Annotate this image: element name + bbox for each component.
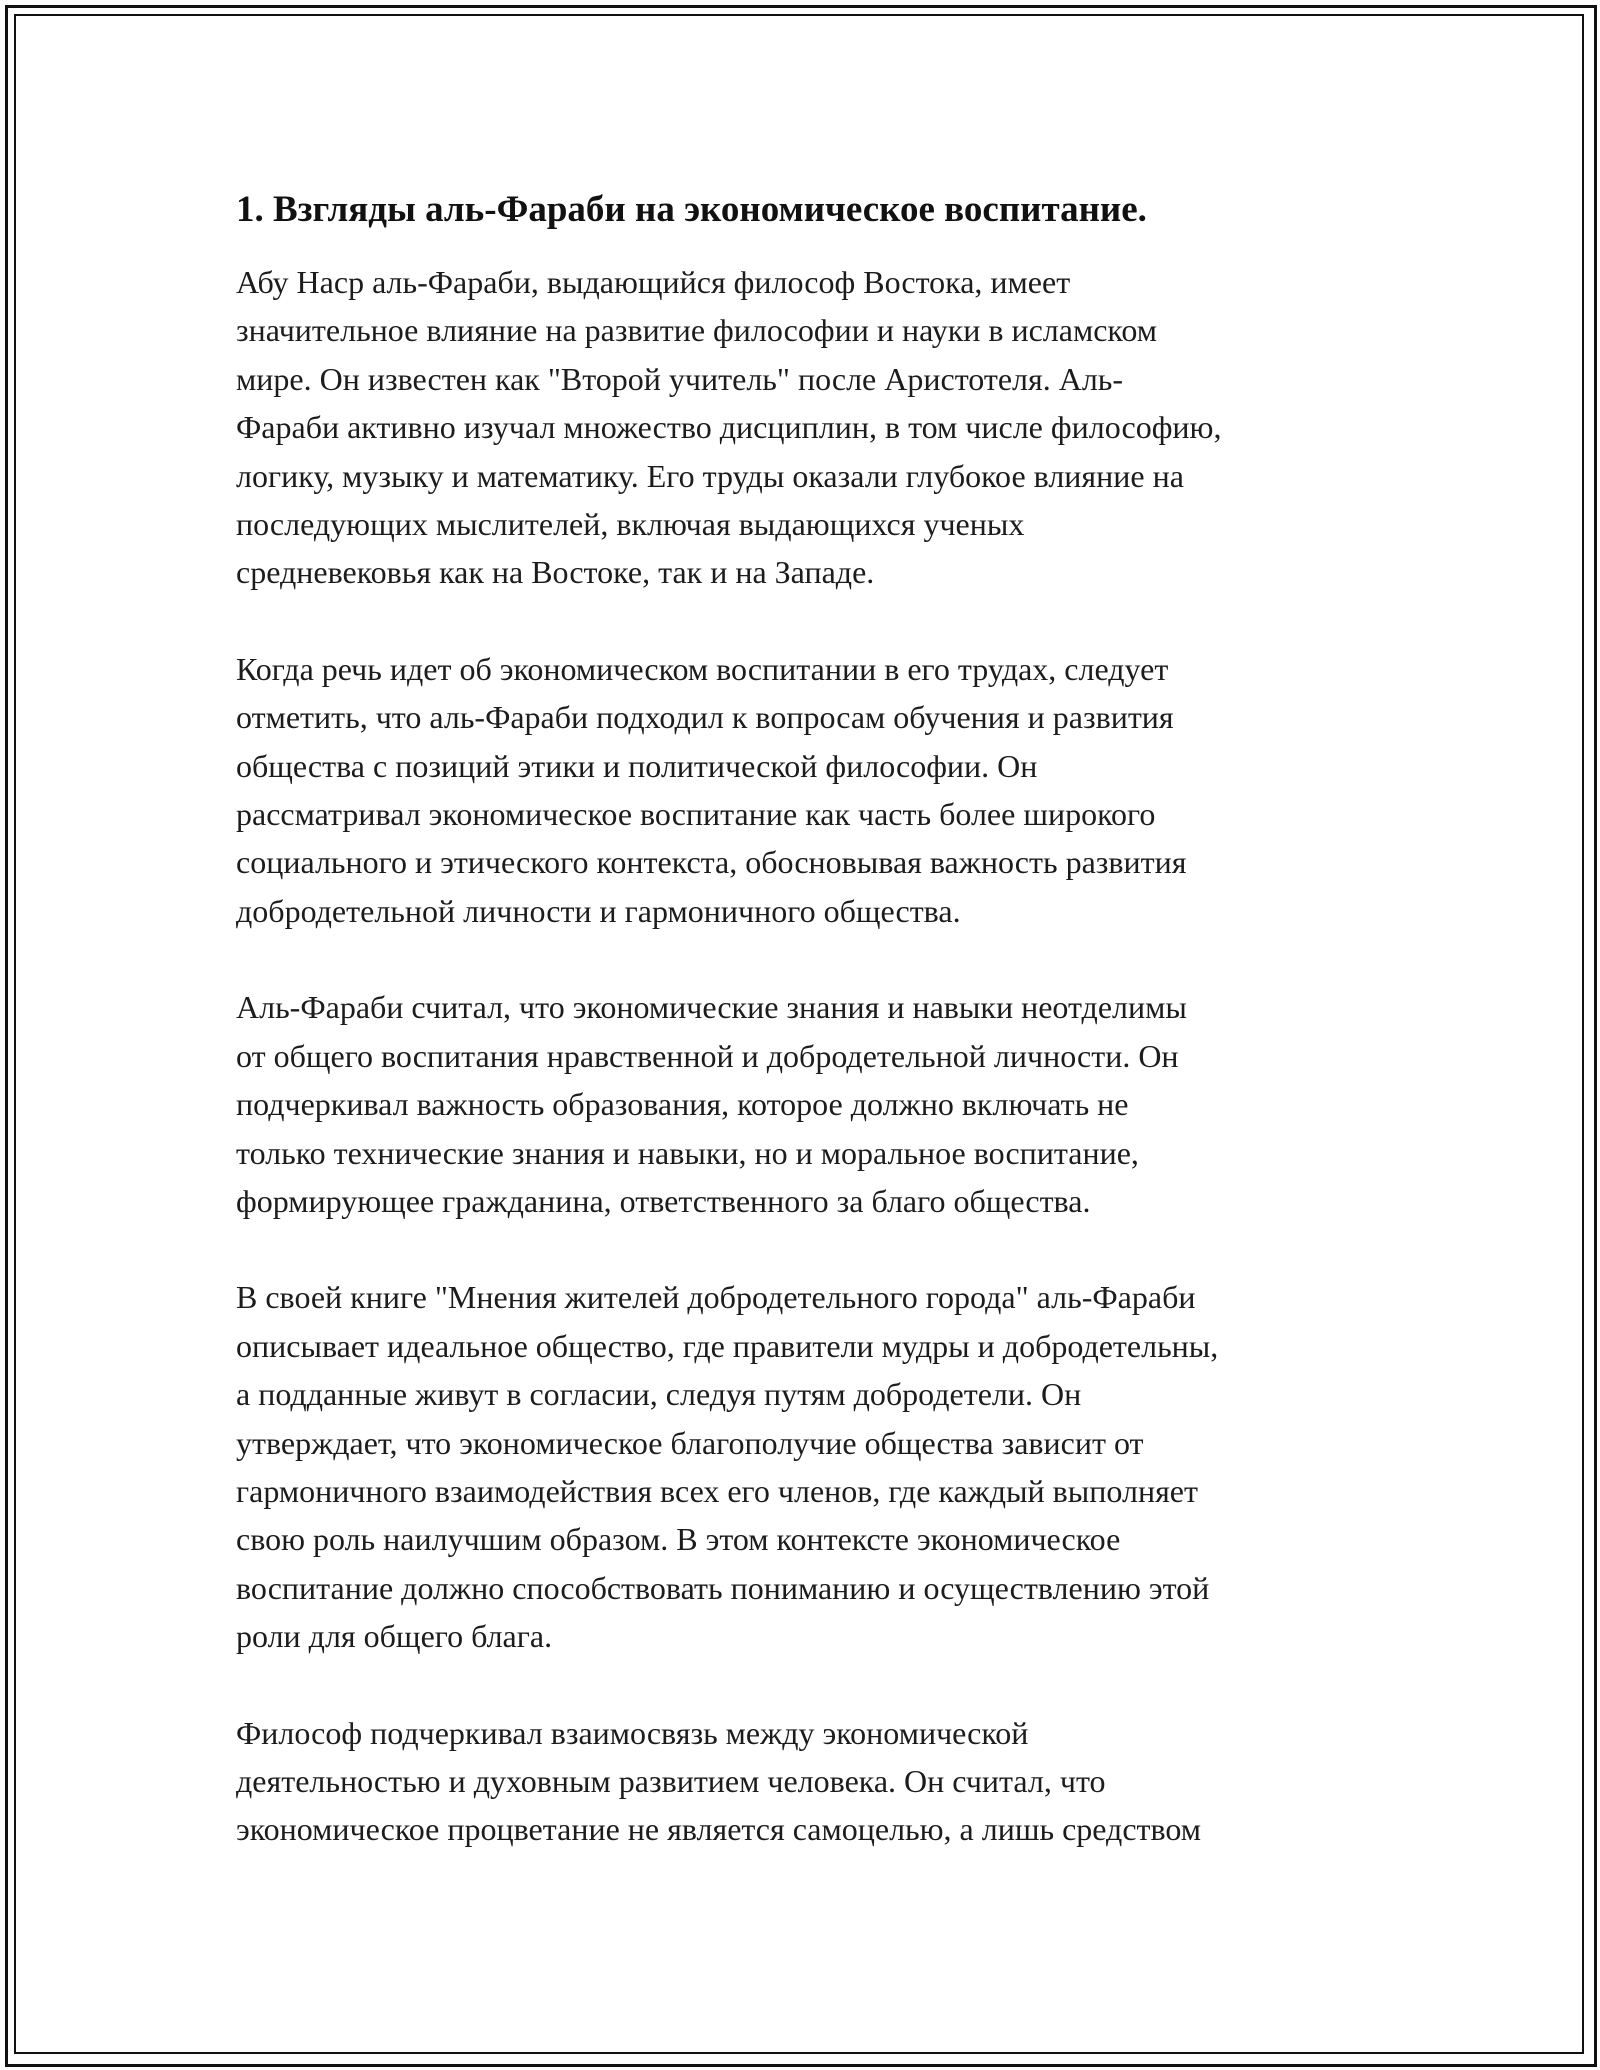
paragraph-5: Философ подчеркивал взаимосвязь между экономической деятельностью и духовным развитием человека. Он считал, что экономическое процветание не является самоцелью, а лишь средством (236, 1714, 1202, 1848)
document-body (236, 186, 1386, 1902)
paragraph-2: Когда речь идет об экономическом воспитании в его трудах, следует отметить, что аль-Фараби подходил к вопросам обучения и развития общества с позиций этики и политической философии. Он рассматривал экономическое воспитание как часть более широкого социального и этического контекста, обосновывая важность развития добродетельной личности и гармоничного общества. (236, 650, 1187, 929)
paragraph-3: Аль-Фараби считал, что экономические знания и навыки неотделимы от общего воспитания нравственной и добродетельной личности. Он подчеркивал важность образования, которое должно включать не только технические знания и навыки, но и моральное воспитание, формирующее гражданина, ответственного за благо общества. (236, 989, 1187, 1219)
section-title: 1. Взгляды аль-Фараби на экономическое воспитание. (236, 189, 1147, 230)
paragraph-4: В своей книге "Мнения жителей добродетельного города" аль-Фараби описывает идеальное общество, где правители мудры и добродетельны, а подданные живут в согласии, следуя путям добродетели. Он утверждает, что экономическое благополучие общества зависит от гармоничного взаимодействия всех его членов, где каждый выполняет свою роль наилучшим образом. В этом контексте экономическое воспитание должно способствовать пониманию и осуществлению этой роли для общего блага. (236, 1279, 1219, 1655)
paragraph-1: Абу Наср аль-Фараби, выдающийся философ Востока, имеет значительное влияние на развитие философии и науки в исламском мире. Он известен как "Второй учитель" после Аристотеля. Аль- Фараби активно изучал множество дисциплин, в том числе философию, логику, музыку и математику. Его труды оказали глубокое влияние на последующих мыслителей, включая выдающихся ученых средневековья как на Востоке, так и на Западе. (236, 264, 1222, 591)
